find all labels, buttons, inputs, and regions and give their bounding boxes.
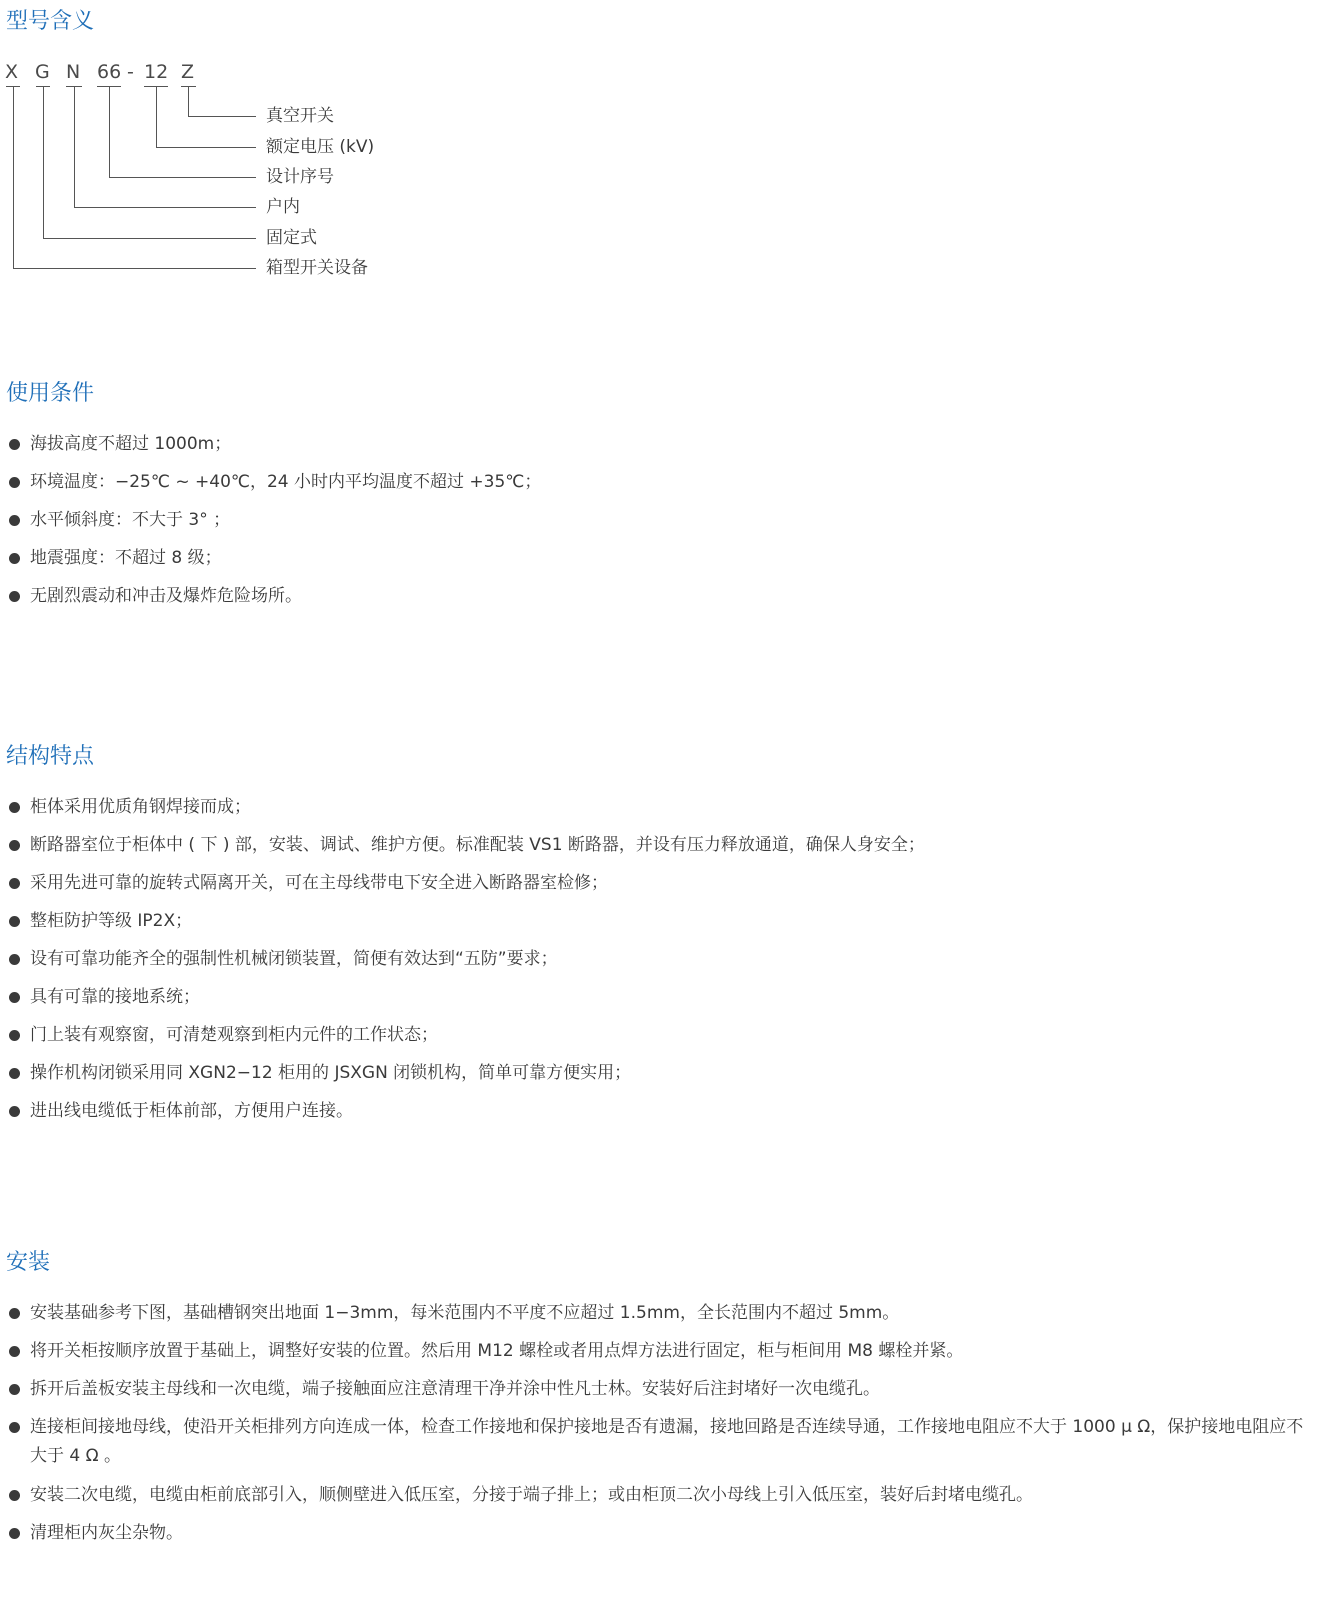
list-item-text: 进出线电缆低于柜体前部，方便用户连接。: [30, 1101, 353, 1121]
list-item-text: 安装二次电缆，电缆由柜前底部引入，顺侧壁进入低压室，分接于端子排上；或由柜顶二次小母线上引入低压室，装好后封堵电缆孔。: [30, 1485, 1033, 1505]
meaning-label-design-number: 设计序号: [266, 167, 334, 187]
list-item-text: 地震强度：不超过 8 级；: [30, 548, 222, 568]
model-code-dash: -: [127, 61, 134, 83]
list-item: [0, 1519, 1310, 1557]
list-item: [0, 1097, 1310, 1135]
bullet-icon: [9, 1422, 20, 1433]
bullet-icon: [9, 878, 20, 889]
list-item: [0, 831, 1310, 869]
bullet-icon: [9, 802, 20, 813]
list-item: [0, 468, 1310, 506]
list-item-text: 拆开后盖板安装主母线和一次电缆，端子接触面应注意清理干净并涂中性凡士林。安装好后注封堵好一次电缆孔。: [30, 1379, 880, 1399]
list-item-text: 柜体采用优质角钢焊接而成；: [30, 797, 251, 817]
bullet-icon: [9, 553, 20, 564]
model-code-12: 12: [144, 61, 169, 83]
bullet-icon: [9, 954, 20, 965]
bullet-icon: [9, 992, 20, 1003]
conditions-list: [0, 430, 1310, 620]
section-title-structure: 结构特点: [6, 744, 95, 769]
bullet-icon: [9, 515, 20, 526]
list-item-text: 安装基础参考下图，基础槽钢突出地面 1−3mm，每米范围内不平度不应超过 1.5mm，全长范围内不超过 5mm。: [30, 1303, 900, 1323]
list-item: [0, 945, 1310, 983]
section-title-conditions: 使用条件: [6, 381, 95, 406]
bullet-icon: [9, 1068, 20, 1079]
bullet-icon: [9, 1030, 20, 1041]
list-item-text: 设有可靠功能齐全的强制性机械闭锁装置，简便有效达到“五防”要求；: [30, 949, 558, 969]
bullet-icon: [9, 1106, 20, 1117]
list-item: [0, 506, 1310, 544]
list-item: [0, 582, 1310, 620]
list-item: [0, 544, 1310, 582]
bullet-icon: [9, 840, 20, 851]
list-item: [0, 430, 1310, 468]
bullet-icon: [9, 1528, 20, 1539]
list-item-text: 整柜防护等级 IP2X；: [30, 911, 193, 931]
model-code-x: X: [5, 61, 19, 83]
section-title-installation: 安装: [6, 1250, 51, 1275]
list-item-text: 水平倾斜度：不大于 3° ；: [30, 510, 231, 530]
meaning-label-fixed-type: 固定式: [266, 228, 317, 248]
list-item: [0, 1299, 1310, 1337]
meaning-label-indoor: 户内: [266, 197, 300, 217]
list-item-text: 将开关柜按顺序放置于基础上，调整好安装的位置。然后用 M12 螺栓或者用点焊方法进行固定，柜与柜间用 M8 螺栓并紧。: [30, 1341, 964, 1361]
bullet-icon: [9, 1490, 20, 1501]
installation-list: [0, 1299, 1310, 1557]
list-item: [0, 907, 1310, 945]
list-item-text: 断路器室位于柜体中 ( 下 ) 部，安装、调试、维护方便。标准配装 VS1 断路器，并设有压力释放通道，确保人身安全；: [30, 835, 925, 855]
model-code-66: 66: [97, 61, 122, 83]
list-item-text: 门上装有观察窗，可清楚观察到柜内元件的工作状态；: [30, 1025, 438, 1045]
list-item-text: 无剧烈震动和冲击及爆炸危险场所。: [30, 586, 302, 606]
list-item-text: 具有可靠的接地系统；: [30, 987, 200, 1007]
list-item-text: 海拔高度不超过 1000m；: [30, 434, 232, 454]
list-item-text: 连接柜间接地母线，使沿开关柜排列方向连成一体，检查工作接地和保护接地是否有遗漏，接地回路是否连续导通，工作接地电阻应不大于 1000 μ Ω，保护接地电阻应不大于 4 Ω 。: [30, 1417, 1304, 1466]
meaning-label-vacuum-switch: 真空开关: [266, 106, 334, 126]
bullet-icon: [9, 477, 20, 488]
model-code-z: Z: [181, 61, 195, 83]
meaning-label-rated-voltage: 额定电压 (kV): [266, 137, 375, 157]
list-item: [0, 1413, 1310, 1481]
list-item-text: 操作机构闭锁采用同 XGN2−12 柜用的 JSXGN 闭锁机构，简单可靠方便实用；: [30, 1063, 632, 1083]
list-item-text: 清理柜内灰尘杂物。: [30, 1523, 183, 1543]
bullet-icon: [9, 439, 20, 450]
structure-list: [0, 793, 1310, 1135]
list-item: [0, 869, 1310, 907]
list-item: [0, 1375, 1310, 1413]
bullet-icon: [9, 1346, 20, 1357]
list-item-text: 环境温度：−25℃ ~ +40℃，24 小时内平均温度不超过 +35℃；: [30, 472, 542, 492]
meaning-label-box-switchgear: 箱型开关设备: [266, 258, 368, 278]
list-item: [0, 1021, 1310, 1059]
list-item-text: 采用先进可靠的旋转式隔离开关，可在主母线带电下安全进入断路器室检修；: [30, 873, 608, 893]
list-item: [0, 983, 1310, 1021]
bullet-icon: [9, 916, 20, 927]
model-code-diagram: [0, 56, 420, 286]
list-item: [0, 1481, 1310, 1519]
model-code-g: G: [35, 61, 50, 83]
bullet-icon: [9, 1384, 20, 1395]
model-code-n: N: [66, 61, 81, 83]
model-code-connector-lines: [0, 56, 420, 286]
list-item: [0, 1337, 1310, 1375]
list-item: [0, 793, 1310, 831]
bullet-icon: [9, 591, 20, 602]
list-item: [0, 1059, 1310, 1097]
bullet-icon: [9, 1308, 20, 1319]
section-title-model-meaning: 型号含义: [6, 9, 95, 34]
